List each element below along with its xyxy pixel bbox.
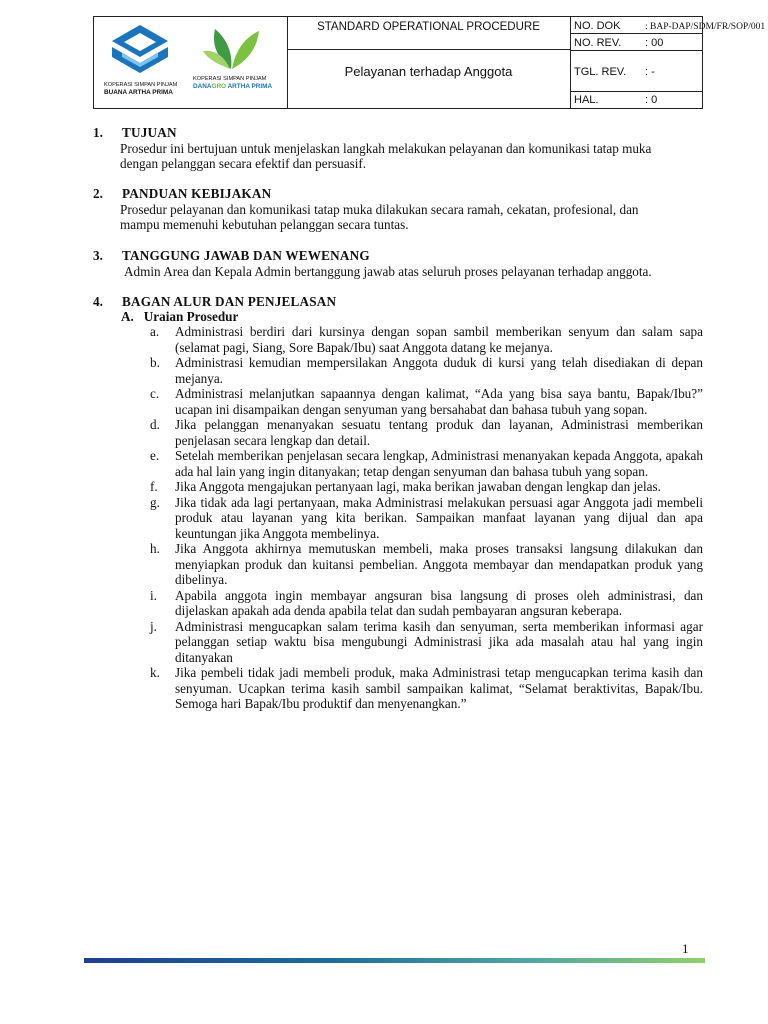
meta-value: : 0	[645, 94, 658, 106]
item-text: Apabila anggota ingin membayar angsuran bisa langsung di proses oleh administrasi, dan dijelaskan apakah ada denda apabila telat dan sudah pembayaran angsuran keberapa.	[175, 587, 703, 618]
item-text: Administrasi melanjutkan sapaannya dengan kalimat, “Ada yang bisa saya bantu, Bapak/Ibu?” ucapan ini disampaikan dengan senyuman yang bersahabat dan bahasa tubuh yang sopan.	[175, 386, 703, 417]
buana-logo-line2: BUANA ARTHA PRIMA	[104, 89, 173, 96]
meta-value: : BAP-DAP/SDM/FR/SOP/001	[645, 22, 766, 32]
item-label: g.	[150, 494, 160, 510]
item-label: i.	[150, 587, 157, 603]
item-label: h.	[150, 541, 160, 556]
page-number: 1	[682, 941, 689, 956]
doc-title: Pelayanan terhadap Anggota	[344, 64, 513, 79]
section-line: dengan pelanggan secara efektif dan persuasif.	[120, 156, 367, 171]
buana-artha-prima-logo	[104, 23, 190, 97]
section-line: Admin Area dan Kepala Admin bertanggung jawab atas seluruh proses pelayanan terhadap anggota.	[124, 263, 652, 279]
item-label: e.	[150, 448, 160, 463]
sop-title-cell	[287, 17, 571, 108]
meta-key: NO. REV.	[574, 37, 622, 49]
item-label: a.	[150, 324, 160, 339]
section-title: BAGAN ALUR DAN PENJELASAN	[122, 294, 337, 309]
procedure-item	[150, 479, 703, 495]
subsection-label: A.	[121, 309, 134, 324]
meta-value: : -	[645, 66, 655, 78]
item-text: Setelah memberikan penjelasan secara lengkap, Administrasi menanyakan kepada Anggota, apakah ada hal lain yang ingin ditanyakan; tetap dengan senyuman dan bahasa tubuh yang sopan.	[175, 448, 703, 479]
danagro-logo-line1: KOPERASI SIMPAN PINJAM	[193, 76, 267, 82]
procedure-item	[150, 448, 703, 479]
section-line: mampu memenuhi kebutuhan pelanggan secara tuntas.	[120, 217, 409, 232]
item-text: Jika Anggota mengajukan pertanyaan lagi, maka berikan jawaban dengan lengkap dan jelas.	[175, 479, 661, 494]
meta-key: TGL. REV.	[574, 66, 627, 78]
procedure-item	[150, 417, 703, 448]
procedure-item	[150, 495, 703, 542]
danagro-logo-gro: GRO	[211, 83, 227, 90]
item-label: j.	[150, 618, 157, 634]
section-number: 1.	[93, 125, 103, 140]
section-line: Prosedur pelayanan dan komunikasi tatap muka dilakukan secara ramah, cekatan, profesional, dan	[120, 201, 639, 217]
procedure-item	[150, 324, 703, 355]
procedure-list	[150, 324, 703, 712]
item-text: Jika tidak ada lagi pertanyaan, maka Administrasi melakukan persuasi agar Anggota jadi membeli produk atau layanan yang kita berikan. Sampaikan manfaat layanan yang dijual dan apa keuntungan jika Anggota membelinya.	[175, 494, 703, 541]
procedure-item	[150, 619, 703, 666]
procedure-item	[150, 541, 703, 588]
logos-cell	[94, 17, 288, 108]
meta-row-tgl-rev	[570, 51, 702, 92]
procedure-item	[150, 355, 703, 386]
danagro-artha-prima-logo	[193, 23, 283, 91]
leaf-logo-icon	[201, 23, 261, 71]
buana-logo-icon	[110, 23, 170, 77]
footer-gradient-bar	[84, 958, 705, 963]
danagro-logo-rest: ARTHA PRIMA	[226, 83, 273, 90]
danagro-logo-dana: DANA	[193, 83, 212, 90]
item-text: Jika pelanggan menanyakan sesuatu tentang produk dan layanan, Administrasi memberikan penjelasan secara lengkap dan detail.	[175, 417, 703, 448]
meta-row-hal	[570, 92, 702, 108]
meta-value: : 00	[645, 37, 664, 49]
item-label: k.	[150, 665, 160, 680]
section-title: PANDUAN KEBIJAKAN	[122, 186, 272, 201]
item-text: Administrasi berdiri dari kursinya dengan sopan sambil memberikan senyum dan salam sapa (selamat pagi, Siang, Sore Bapak/Ibu) saat Anggota datang ke mejanya.	[175, 324, 703, 355]
buana-logo-line1: KOPERASI SIMPAN PINJAM	[104, 82, 178, 88]
doc-meta-cell	[570, 17, 766, 108]
section-title: TANGGUNG JAWAB DAN WEWENANG	[122, 248, 370, 263]
meta-row-no-dok	[570, 17, 766, 34]
section-line: Prosedur ini bertujuan untuk menjelaskan langkah melakukan pelayanan dan komunikasi tatap muka	[120, 140, 652, 156]
item-text: Administrasi kemudian mempersilakan Anggota duduk di kursi yang telah disediakan di depan mejanya.	[175, 355, 703, 386]
meta-key: HAL.	[574, 94, 599, 106]
section-title: TUJUAN	[122, 125, 177, 140]
item-label: d.	[150, 417, 160, 432]
item-label: b.	[150, 355, 160, 370]
subsection-uraian-prosedur	[121, 309, 238, 325]
section-number: 3.	[93, 248, 103, 263]
item-text: Administrasi mengucapkan salam terima kasih dan senyuman, serta memberikan informasi agar pelanggan setiap waktu bisa mengubungi Administrasi jika ada masalah atau hal yang ingin ditanyakan	[175, 618, 703, 665]
meta-key: NO. DOK	[574, 20, 621, 32]
subsection-title: Uraian Prosedur	[143, 309, 239, 324]
procedure-item	[150, 386, 703, 417]
item-label: f.	[150, 479, 158, 494]
section-number: 2.	[93, 186, 103, 201]
item-label: c.	[150, 386, 160, 401]
item-text: Jika Anggota akhirnya memutuskan membeli, maka proses transaksi langsung dilakukan dan menyiapkan produk dan kuitansi pembelian. Anggota membayar dan mendapatkan produk yang dibelinya.	[175, 541, 703, 587]
item-text: Jika pembeli tidak jadi membeli produk, maka Administrasi tetap mengucapkan terima kasih dan senyuman. Ucapkan terima kasih sambil sampaikan kalimat, “Selamat beraktivitas, Bapak/Ibu. Semoga hari Bapak/Ibu produktif dan menyenangkan.”	[175, 665, 703, 711]
procedure-item	[150, 665, 703, 712]
section-number: 4.	[93, 294, 103, 309]
meta-row-no-rev	[570, 34, 702, 51]
procedure-item	[150, 588, 703, 619]
doc-type: STANDARD OPERATIONAL PROCEDURE	[287, 17, 570, 50]
document-header-table	[93, 16, 766, 109]
